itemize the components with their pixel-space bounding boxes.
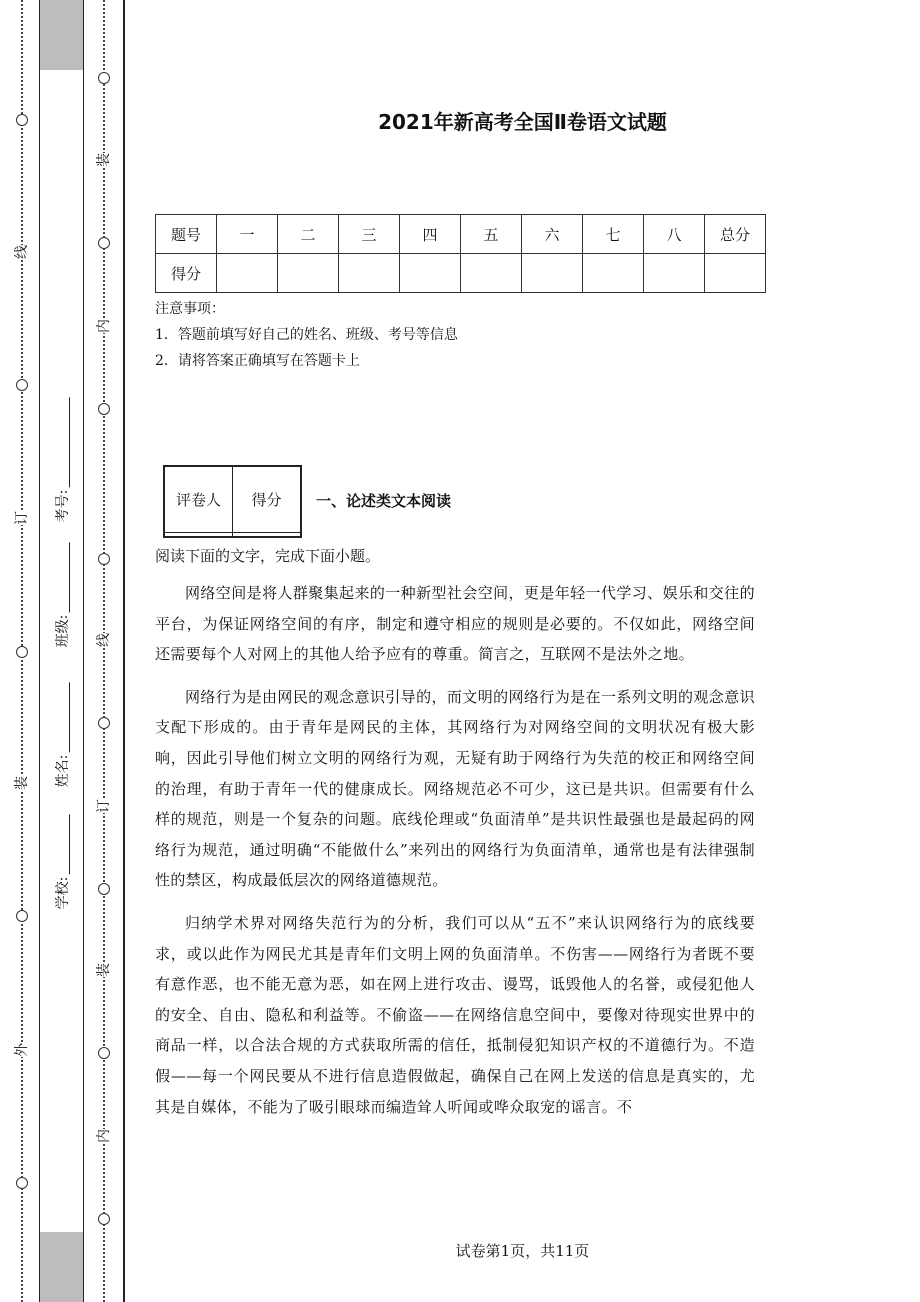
reading-passage: [155, 578, 755, 1134]
passage-paragraph: 网络行为是由网民的观念意识引导的，而文明的网络行为是在一系列文明的观念意识支配下形成的。由于青年是网民的主体，其网络行为对网络空间的文明状况有极大影响，因此引导他们树立文明的网络行为观，无疑有助于网络行为失范的校正和网络空间的治理，有助于青年一代的健康成长。网络规范必不可少，这已是共识。但需要有什么样的规范，则是一个复杂的问题。底线伦理或“负面清单”是共识性最强也是最起码的网络行为规范，通过明确“不能做什么”来列出的网络行为负面清单，通常也是有法律强制性的禁区，构成最低层次的网络道德规范。: [155, 687, 755, 890]
score-header-cell: 题号: [156, 215, 217, 254]
reading-instruction: 阅读下面的文字，完成下面小题。: [155, 547, 381, 565]
binding-margin: [0, 0, 125, 1302]
passage-paragraph: 网络空间是将人群聚集起来的一种新型社会空间，更是年轻一代学习、娱乐和交往的平台，为保证网络空间的有序，制定和遵守相应的规则是必要的。不仅如此，网络空间还需要每个人对网上的其他人给予应有的尊重。简言之，互联网不是法外之地。: [155, 584, 755, 664]
score-header-cell: 三: [339, 215, 400, 254]
inner-mark-zhuang: 装: [96, 153, 112, 167]
outer-mark-wai: 外: [14, 1043, 30, 1057]
score-cell[interactable]: [217, 254, 278, 293]
score-header-cell: 五: [461, 215, 522, 254]
outer-mark-ding: 订: [14, 511, 30, 525]
dotted-line: [103, 0, 105, 1302]
inner-mark-xian: 线: [96, 633, 112, 647]
circle-mark: [98, 717, 110, 729]
score-header-cell: 六: [522, 215, 583, 254]
name-field: [52, 683, 72, 788]
notice-heading: 注意事项：: [155, 301, 225, 317]
binding-edge-line: [123, 0, 125, 1302]
inner-cut-line: [94, 0, 114, 1302]
score-header-cell: 总分: [705, 215, 766, 254]
inner-mark-nei-2: 内: [96, 1129, 112, 1143]
class-field: [52, 543, 72, 648]
exam-title: 2021年新高考全国Ⅱ卷语文试题: [378, 110, 667, 134]
score-cell[interactable]: [522, 254, 583, 293]
score-cell[interactable]: [278, 254, 339, 293]
grader-score-cell[interactable]: [233, 533, 302, 537]
circle-mark: [16, 646, 28, 658]
grader-score-label: 得分: [233, 466, 302, 533]
circle-mark: [16, 1177, 28, 1189]
notice-item: 2．请将答案正确填写在答题卡上: [155, 353, 360, 369]
score-header-cell: 二: [278, 215, 339, 254]
score-header-cell: 八: [644, 215, 705, 254]
circle-mark: [16, 910, 28, 922]
grader-table: [163, 465, 302, 538]
circle-mark: [16, 114, 28, 126]
notice-item: 1．答题前填写好自己的姓名、班级、考号等信息: [155, 327, 458, 343]
outer-mark-xian: 线: [14, 245, 30, 259]
score-cell[interactable]: [339, 254, 400, 293]
score-header-cell: 一: [217, 215, 278, 254]
score-header-cell: 七: [583, 215, 644, 254]
inner-mark-ding: 订: [96, 799, 112, 813]
score-header-cell: 四: [400, 215, 461, 254]
exam-number-blank[interactable]: [55, 398, 70, 488]
reviewer-label: 评卷人: [164, 466, 233, 533]
page-footer: 试卷第1页，共11页: [455, 1242, 590, 1260]
binding-band: [39, 0, 84, 1302]
name-label: 姓名:: [55, 754, 71, 788]
score-row-label: 得分: [156, 254, 217, 293]
score-cell[interactable]: [644, 254, 705, 293]
outer-cut-line: [12, 0, 32, 1302]
score-cell[interactable]: [461, 254, 522, 293]
score-cell[interactable]: [705, 254, 766, 293]
notice-block: [155, 296, 458, 374]
inner-mark-nei: 内: [96, 319, 112, 333]
score-table-header-row: [156, 215, 766, 254]
class-label: 班级:: [55, 614, 71, 648]
score-table-score-row: [156, 254, 766, 293]
circle-mark: [98, 403, 110, 415]
exam-number-field: [52, 398, 72, 523]
school-label: 学校:: [55, 876, 71, 910]
circle-mark: [98, 553, 110, 565]
circle-mark: [98, 72, 110, 84]
name-blank[interactable]: [55, 683, 70, 753]
outer-mark-zhuang: 装: [14, 776, 30, 790]
circle-mark: [98, 1213, 110, 1225]
circle-mark: [16, 379, 28, 391]
school-blank[interactable]: [55, 815, 70, 875]
score-cell[interactable]: [400, 254, 461, 293]
score-cell[interactable]: [583, 254, 644, 293]
school-field: [52, 815, 72, 910]
exam-number-label: 考号:: [55, 489, 71, 523]
section-title: 一、论述类文本阅读: [316, 492, 452, 510]
circle-mark: [98, 1047, 110, 1059]
reviewer-cell[interactable]: [164, 533, 233, 537]
circle-mark: [98, 883, 110, 895]
circle-mark: [98, 237, 110, 249]
score-table: [155, 214, 766, 293]
passage-paragraph: 归纳学术界对网络失范行为的分析，我们可以从“五不”来认识网络行为的底线要求，或以此作为网民尤其是青年们文明上网的负面清单。不伤害——网络行为者既不要有意作恶，也不能无意为恶，如在网上进行攻击、谩骂，诋毁他人的名誉，或侵犯他人的安全、自由、隐私和利益等。不偷盗——在网络信息空间中，要像对待现实世界中的商品一样，以合法合规的方式获取所需的信任，抵制侵犯知识产权的不道德行为。不造假——每一个网民要从不进行信息造假做起，确保自己在网上发送的信息是真实的，尤其是自媒体，不能为了吸引眼球而编造耸人听闻或哗众取宠的谣言。不: [155, 913, 755, 1116]
class-blank[interactable]: [55, 543, 70, 613]
inner-mark-zhuang-2: 装: [96, 963, 112, 977]
